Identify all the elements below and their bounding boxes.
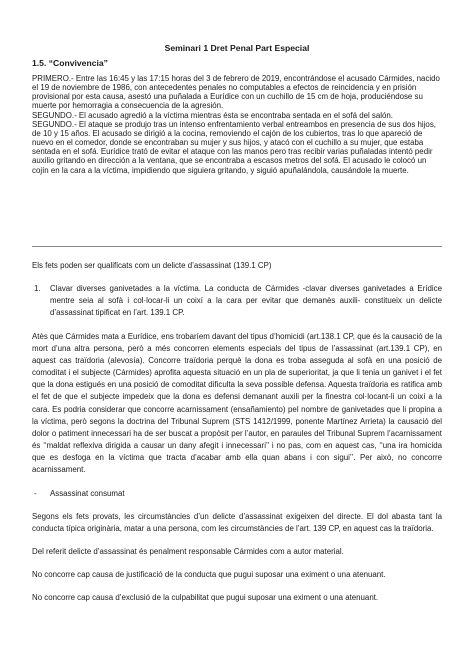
list-number: 1. bbox=[34, 284, 41, 294]
analysis-paragraph: Atès que Cármides mata a Eurídice, ens trobaríem davant del tipus d’homicidi (art.138.1 CP, que és la causació de la mort d’una altra persona, però a més concorren elements especials del tipus de l’assassinat (art.139.1 CP), en aquest cas traïdoria (alevosía). Concorre traïdoria perquè la dona es troba asseguda al sofà en una posició de comoditat i el subjecte (Cármides) aprofita aquesta situació en un pla de superioritat, ja que li tenia un ganivet i el fet que la dona estigués en una posició de comoditat dificulta la seva possible defensa. Aquesta traïdoria es ratifica amb el fet de que el subjecte impedeix que la dona es defensi demanant auxili per la finestra col·locant-li un coixí a la cara. Es podria considerar que concorre acarnissament (ensañamiento) pel nombre de ganivetades que li propina a la víctima, però segons la doctrina del Tribunal Suprem (STS 1412/1999, ponente Martínez Arrieta) la causació del dolor o patiment innecessari ha de ser buscat a propòsit per l’autor, en paraules del Tribunal Suprem l’acarnissament és ‘‘maldat reflexiva dirigida a causar un dany afegit i innecessari’’ i no pas, com en aquest cas, ‘‘una ira homicida que es desfoga en la víctima que tracta d’acabar amb ella quan abans i con sigui’’. Per això, no concorre acarnissament. bbox=[32, 331, 442, 475]
proven-facts bbox=[32, 74, 444, 175]
page-title: Seminari 1 Dret Penal Part Especial bbox=[164, 43, 310, 53]
fact-paragraph: PRIMERO.- Entre las 16:45 y las 17:15 horas del 3 de febrero de 2019, encontrándose el acusado Cármides, nacido el 19 de noviembre de 1986, con antecedentes penales no computables a efectos de reincidencia y en prisión provisional por esta causa, asestó una puñalada a Eurídice con un cuchillo de 15 cm de hoja, produciéndose su muerte por hemorragia a consecuencia de la agresión. bbox=[32, 74, 440, 111]
bullet-marker: - bbox=[34, 488, 37, 498]
body-paragraph: Segons els fets provats, les circumstàncies d’un delicte d’assassinat exigeixen del directe. El dol abasta tant la conducta típica originària, matar a una persona, com les circumstàncies de l’art. 139 CP, en aquest cas la traïdoria. bbox=[32, 511, 442, 533]
body-paragraph: No concorre cap causa d’exclusió de la culpabilitat que pugui suposar una eximent o una atenuant. bbox=[32, 593, 379, 603]
list-item-text: Clavar diverses ganivetades a la víctima. La conducta de Cármides -clavar diverses ganivetades a Erídice mentre seia al sofà i col·locar-li un coixí a la cara per evitar que demanès auxili- constitueix un delicte d’assassinat tipificat en l’art. 139.1 CP. bbox=[50, 284, 442, 318]
divider bbox=[32, 246, 442, 247]
list-item bbox=[32, 283, 442, 319]
fact-paragraph: SEGUNDO.- El ataque se produjo tras un intenso enfrentamiento verbal entreambos en presencia de sus dos hijos, de 10 y 15 años. El acusado se dirigió a la cocina, removiendo el cajón de los cubiertos, tras lo que apareció de nuevo en el comedor, donde se encontraban su mujer y sus hijos, y atacó con el cuchillo a su mujer, que estaba sentada en el sofá. Eurídice trató de evitar el ataque con las manos pero tras recibir varias puñaladas intentó pedir auxilio gritando en dirección a la ventana, que se encontraba a escasos metros del sofá. El acusado le colocó un cojín en la cara a la víctima, impidiendo que siguiera gritando, y siguió apuñalándola, causándole la muerte. bbox=[32, 119, 436, 175]
bullet-text: Assassinat consumat bbox=[50, 488, 125, 498]
section-heading: 1.5. “Convivencia” bbox=[32, 58, 108, 68]
body-paragraph: No concorre cap causa de justificació de la conducta que pugui suposar una eximent o una atenuant. bbox=[32, 570, 386, 580]
body-paragraph: Del referit delicte d’assassinat és penalment responsable Cármides com a autor material. bbox=[32, 546, 344, 556]
bullet-item bbox=[32, 488, 442, 500]
analysis-body bbox=[32, 260, 442, 604]
fact-paragraph: SEGUNDO.- El acusado agredió a la víctima mientras ésta se encontraba sentada en el sofá del salón. bbox=[32, 110, 393, 120]
intro-paragraph: Els fets poden ser qualificats com un delicte d’assassinat (139.1 CP) bbox=[32, 261, 272, 270]
